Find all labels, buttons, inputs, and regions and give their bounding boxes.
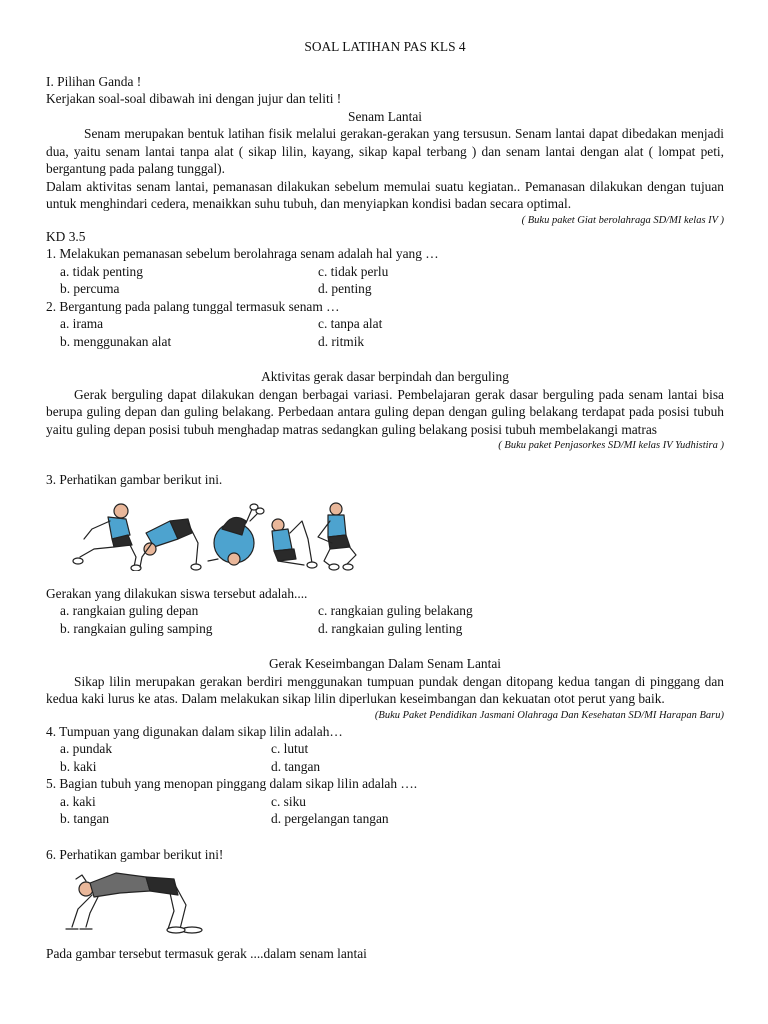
question-5-options [46,793,724,828]
question-2-options [46,315,724,350]
question-1: 1. Melakukan pemanasan sebelum berolahraga senam adalah hal yang … [46,246,439,261]
question-6-prompt: Pada gambar tersebut termasuk gerak ....dalam senam lantai [46,946,367,961]
option-c: c. tanpa alat [318,316,383,331]
bridge-pose-icon [46,869,216,935]
kd-label: KD 3.5 [46,228,86,244]
option-a: a. irama [60,316,104,331]
option-a: a. tidak penting [60,263,143,279]
option-d: d. tangan [271,758,321,774]
option-d: d. penting [318,281,372,296]
question-6: 6. Perhatikan gambar berikut ini! [46,846,224,862]
passage1-heading: Senam Lantai [348,108,422,124]
question-4-options [46,740,724,775]
option-b: b. kaki [60,758,97,774]
option-c: c. siku [271,793,306,809]
page-title: SOAL LATIHAN PAS KLS 4 [304,39,466,54]
option-d: d. pergelangan tangan [271,811,389,826]
rolling-figures-icon [46,499,366,571]
passage3-heading: Gerak Keseimbangan Dalam Senam Lantai [268,656,501,671]
rolling-sequence-illustration [46,499,724,577]
passage3-paragraph: Sikap lilin merupakan gerakan berdiri menggunakan tumpuan pundak dengan ditopang kedua tangan di pinggang dan kedua kaki lurus ke atas. Dalam melakukan sikap lilin diperlukan keseimbangan dan kekuatan otot perut yang baik. [46,673,724,706]
bridge-pose-illustration [46,869,724,939]
question-1-options [46,263,724,298]
option-b: b. menggunakan alat [60,333,172,349]
passage2-paragraph: Gerak berguling dapat dilakukan dengan berbagai variasi. Pembelajaran gerak dasar berguling pada senam lantai bisa berupa guling depan dan guling belakang. Perbedaan antara guling depan dengan guling belakang terdapat pada posisi tubuh yaitu guling depan posisi tubuh menghadap matras sedangkan guling belakang posisi tubuh membelakangi matras [46,386,724,437]
passage2-source: ( Buku paket Penjasorkes SD/MI kelas IV Yudhistira ) [498,440,724,451]
passage1-paragraph-1: Senam merupakan bentuk latihan fisik melalui gerakan-gerakan yang tersusun. Senam lantai dapat dibedakan menjadi dua, yaitu senam lantai tanpa alat ( sikap lilin, kayang, sikap kapal terbang ) dan senam lantai dengan alat ( lompat peti, bergantung pada palang tunggal). [46,126,724,176]
option-b: b. percuma [60,281,120,296]
instruction: Kerjakan soal-soal dibawah ini dengan jujur dan teliti ! [46,91,342,106]
option-c: c. tidak perlu [318,263,389,279]
option-b: b. tangan [60,811,110,826]
option-b: b. rangkaian guling samping [60,620,213,636]
passage1-source: ( Buku paket Giat berolahraga SD/MI kelas IV ) [521,214,724,226]
question-4: 4. Tumpuan yang digunakan dalam sikap lilin adalah… [46,723,343,739]
question-2: 2. Bergantung pada palang tunggal termasuk senam … [46,298,340,314]
option-a: a. rangkaian guling depan [60,603,199,618]
passage2-heading: Aktivitas gerak dasar berpindah dan berguling [261,369,509,384]
option-c: c. rangkaian guling belakang [318,603,473,618]
passage1-paragraph-2: Dalam aktivitas senam lantai, pemanasan dilakukan sebelum memulai suatu kegiatan.. Pemanasan dilakukan dengan tujuan untuk menghindari cedera, menaikkan suhu tubuh, dan menyiapkan kondisi badan secara optimal. [46,178,724,211]
question-3-options [46,602,724,637]
question-5: 5. Bagian tubuh yang menopan pinggang dalam sikap lilin adalah …. [46,776,418,791]
question-3-prompt: Gerakan yang dilakukan siswa tersebut adalah.... [46,585,308,601]
passage3-source: (Buku Paket Pendidikan Jasmani Olahraga Dan Kesehatan SD/MI Harapan Baru) [374,709,724,721]
option-d: d. ritmik [318,333,365,349]
section-heading: I. Pilihan Ganda ! [46,73,142,89]
option-a: a. pundak [60,741,113,756]
option-c: c. lutut [271,741,309,756]
option-d: d. rangkaian guling lenting [318,620,463,636]
option-a: a. kaki [60,793,96,809]
worksheet-page [46,38,724,963]
question-3: 3. Perhatikan gambar berikut ini. [46,472,223,487]
